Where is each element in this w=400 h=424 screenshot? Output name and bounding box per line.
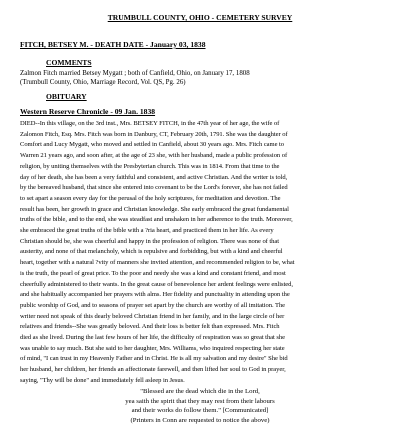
obituary-line: cheerfully administered to their wants. In the great cause of benevolence her ardent feelings were enlisted,: [20, 280, 293, 288]
obituary-line: writer need not speak of this dearly beloved Christian friend in her family, and in the large circle of her: [20, 312, 285, 320]
comment-line: (Trumbull County, Ohio, Marriage Record, Vol. QS, Pg. 26): [20, 79, 186, 86]
obituary-line: result has been, her growth in grace and Christian knowledge. She early embraced the great fundamental: [20, 205, 289, 213]
poem-line: and their works do follow them." [Communicated]: [131, 407, 269, 415]
obituary-line: relatives and friends--She was greatly beloved. And their loss is better felt than expressed. Mrs. Fitch: [20, 323, 280, 331]
comment-line: Zalmon Fitch married Betsey Mygatt ; both of Canfield, Ohio, on January 17, 1808: [20, 70, 250, 77]
obituary-line: public worship of God, and to seasons of prayer set apart by the church are worthy of all imitation. The: [20, 301, 286, 309]
obituary-line: Christian should be, she was cheerful and happy in the profession of religion. There was none of that: [20, 237, 280, 245]
obituary-line: DIED--In this village, on the 3rd inst., Mrs. BETSEY FITCH, in the 47th year of her age, the wife of: [20, 120, 280, 127]
obituary-line: day of her death, she has been a very faithful and consistent, and active Christian. And the writer is told,: [20, 173, 288, 181]
obituary-line: Zalomon Fitch, Esq. Mrs. Fitch was born in Danbury, CT, February 20th, 1791. She was the daughter of: [20, 130, 288, 138]
obituary-line: died as she lived. During the last few hours of her life, the difficulty of respiration was so great that she: [20, 334, 285, 341]
obituary-line: religion, by uniting themselves with the Presbyterian church. This was in 1814. From that time to the: [20, 162, 280, 170]
obituary-line: of mind, "I can trust in my Heavenly Father and in Christ. He is all my salvation and my desire" She bid: [20, 355, 288, 363]
obituary-line: austerity, and none of that melancholy, which is repulsive and forbidding, but with a kind and cheerful: [20, 248, 283, 256]
obituary-line: was unable to say much. But she said to her daughter, Mrs. Williams, who inquired respecting her state: [20, 344, 285, 352]
record-title: FITCH, BETSEY M. - DEATH DATE - January 03, 1838: [20, 40, 206, 49]
obituary-heading: OBITUARY: [46, 92, 87, 101]
obituary-line: is the truth, the pearl of great price. To the poor and needy she was a kind and constant friend, and most: [20, 269, 286, 277]
obituary-line: truths of the bible, and to the end, she was steadfast and unshaken in her adherence to the truth. Moreover,: [20, 216, 293, 224]
obituary-line: Warren 21 years ago, and soon after, at the age of 23 she, with her husband, made a public profession of: [20, 152, 288, 160]
survey-header: TRUMBULL COUNTY, OHIO - CEMETERY SURVEY: [107, 13, 293, 22]
poem-line: (Printers in Conn are requested to notice the above): [130, 416, 270, 424]
poem-line: "Blessed are the dead which die in the Lord,: [140, 388, 260, 395]
obituary-line: saying, "Thy will be done" and immediately fell asleep in Jesus.: [20, 376, 185, 384]
obituary-line: she embraced the great truths of the bible with a ?ria heart, and practiced them in her life. As every: [20, 227, 274, 234]
poem-line: yea saith the spirit that they may rest from their labours: [125, 397, 275, 405]
obituary-source: Western Reserve Chronicle - 09 Jan. 1838: [20, 107, 156, 116]
obituary-line: by the bereaved husband, that since she entered into covenant to be the Lord's forever, she has not failed: [20, 184, 288, 192]
comments-heading: COMMENTS: [46, 58, 92, 67]
obituary-line: heart, together with a natural ?vity of manners she invited attention, and recommended religion to be, what: [20, 259, 295, 267]
obituary-line: to set apart a season every day for the perusal of the holy scriptures, for meditation and devotion. The: [20, 194, 281, 202]
obituary-line: and she habitually accompanied her prayers with alms. Her fidelity and punctuality in attending upon the: [20, 291, 290, 299]
obituary-line: Comfort and Lucy Mygatt, who moved and settled in Canfield, about 30 years ago. Mrs. Fitch came to: [20, 141, 285, 149]
obituary-line: her husband, her children, her friends an affectionate farewell, and then lifted her soul to God in prayer,: [20, 366, 286, 374]
